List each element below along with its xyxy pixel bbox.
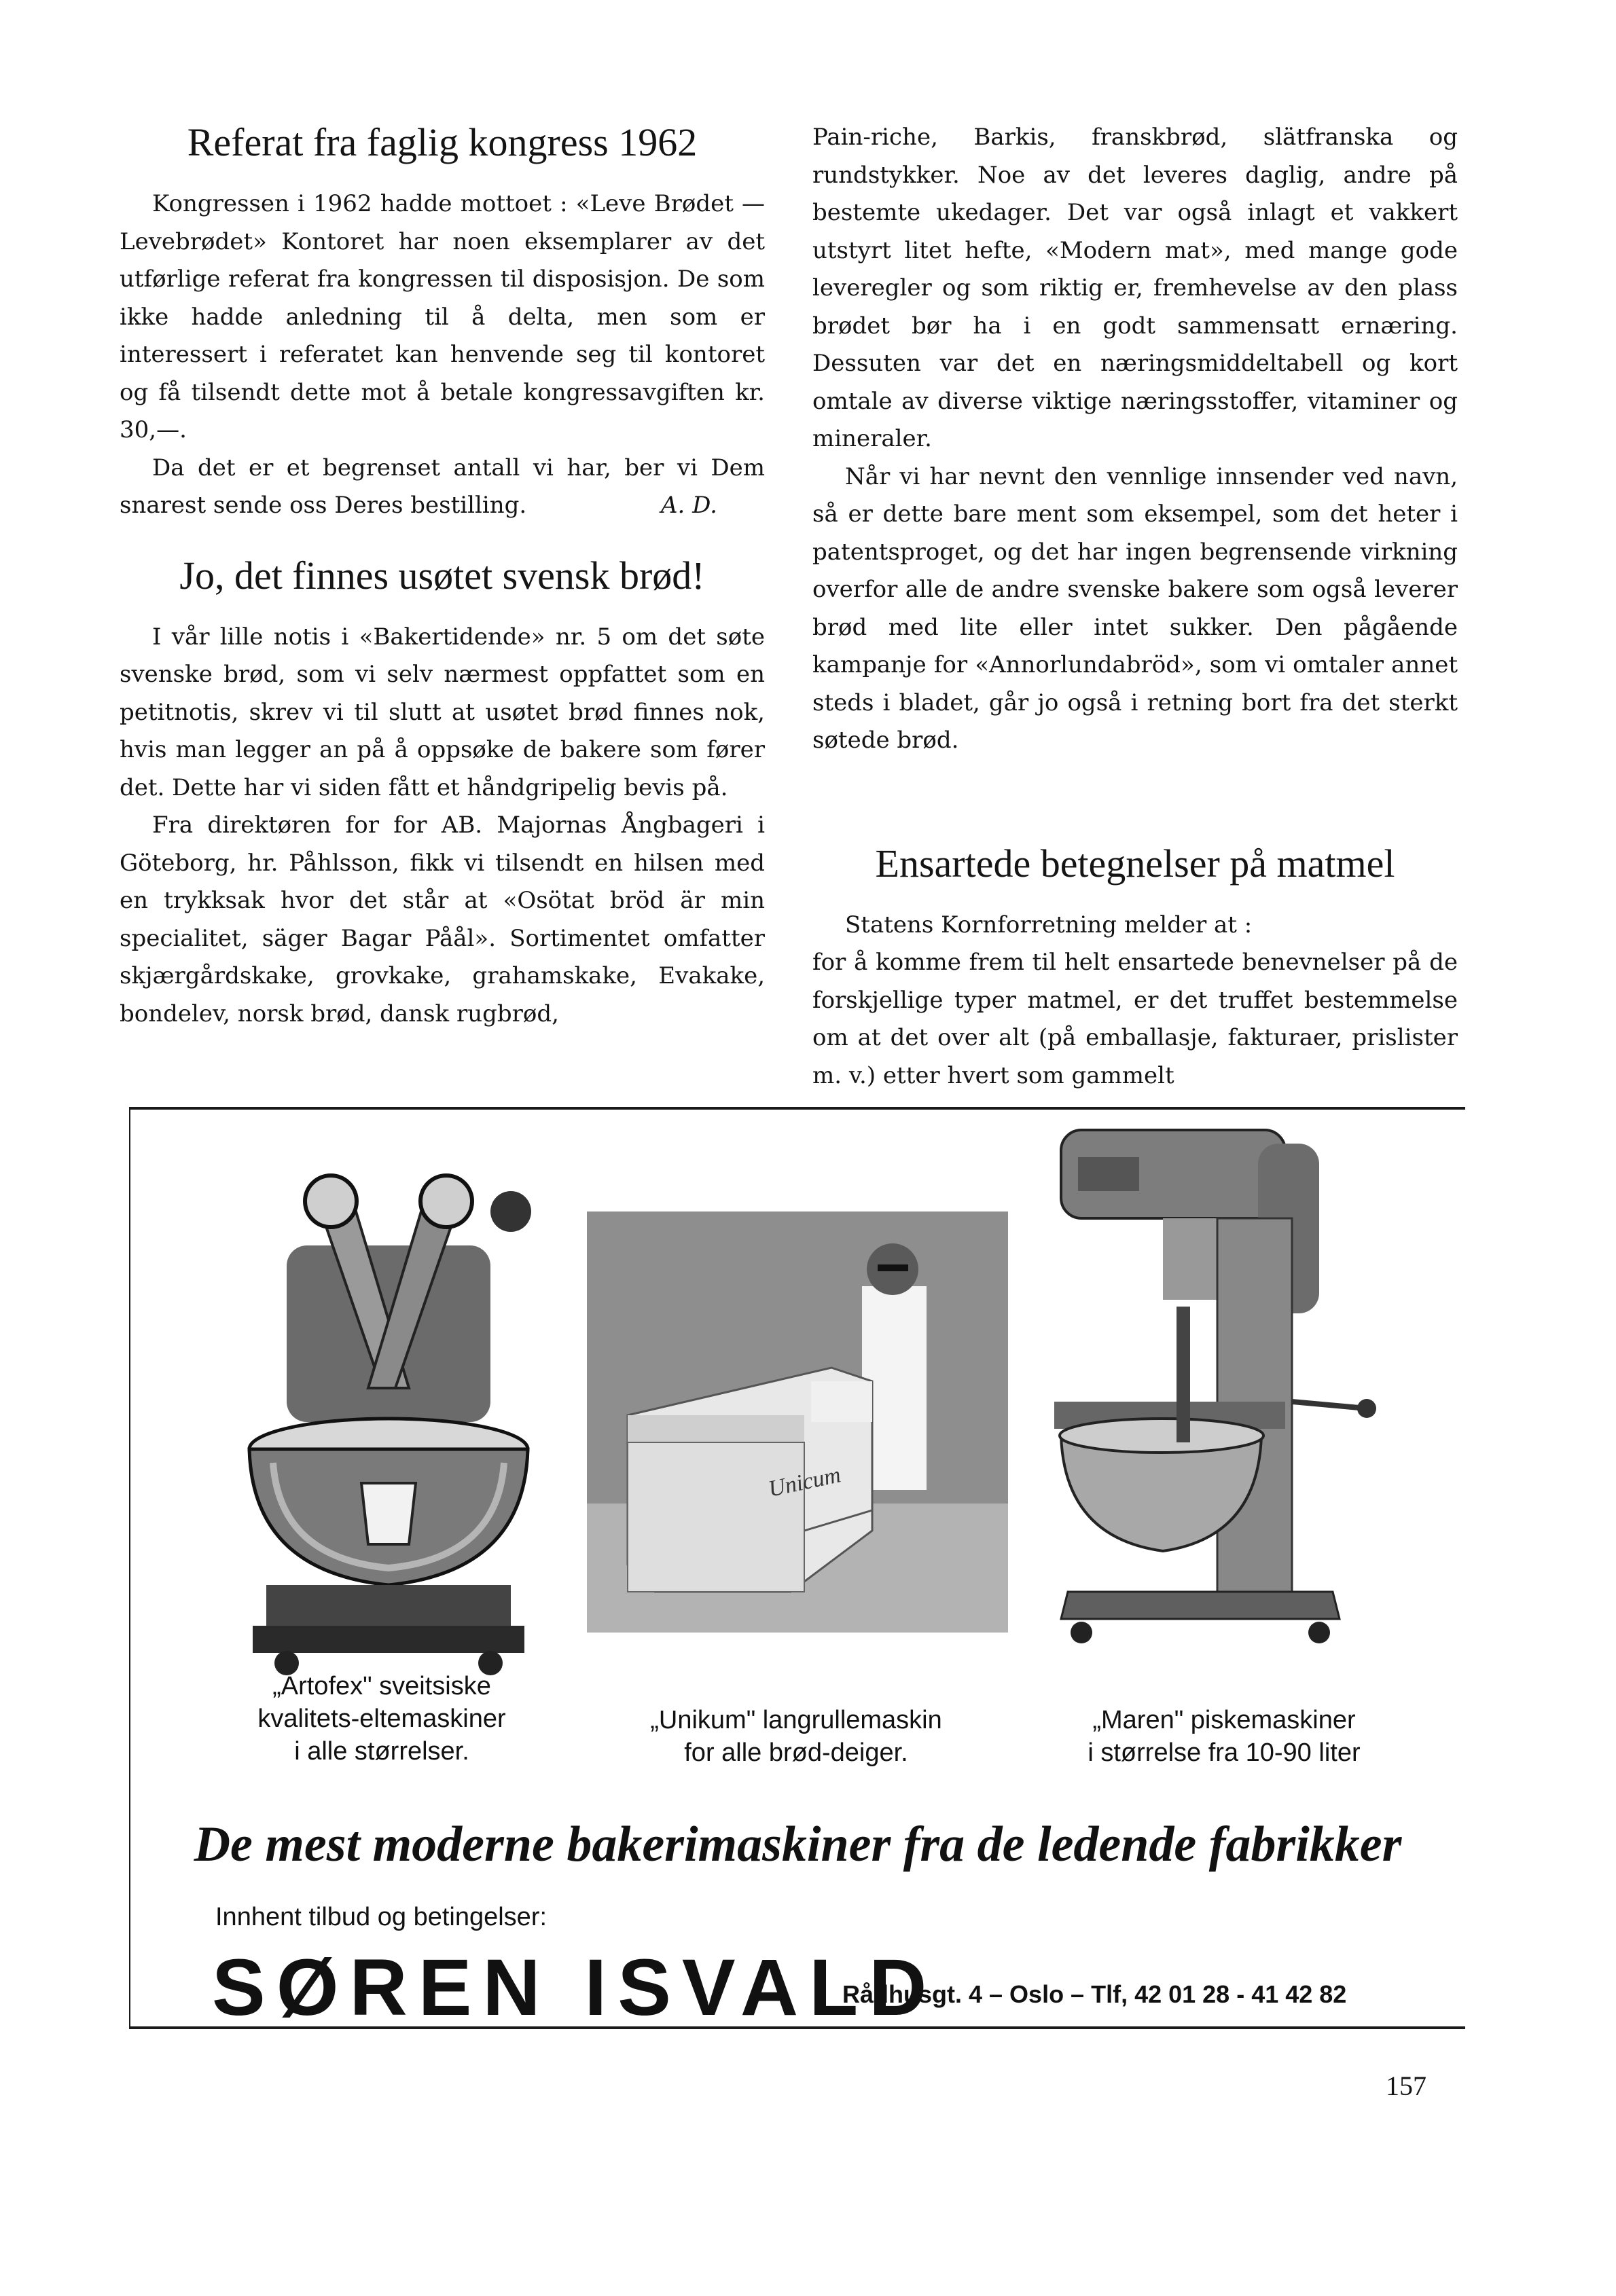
congress-paragraph-1: Kongressen i 1962 hadde mottoet : «Leve Brødet — Levebrødet» Kontoret har noen eksemplarer av det utførlige referat fra kongressen til disposisjon. De som ikke hadde anledning til å delta, men som er interessert i referatet kan henvende seg til kontoret og få tilsendt dette mot å betale kongressavgiften kr. 30,—.: [120, 190, 765, 443]
ad-offer-text: Innhent tilbud og betingelser:: [215, 1903, 547, 1931]
page-number: 157: [1386, 2071, 1426, 2101]
left-column: [120, 119, 765, 1033]
right-column: [812, 119, 1458, 1095]
advertisement: [129, 1107, 1465, 2033]
bread-paragraph-2: Fra direktøren for for AB. Majornas Ångbageri i Göteborg, hr. Påhlsson, fikk vi tilsendt en hilsen med en trykksak hvor det står at «Osötat bröd är min specialitet, säger Bagar Påål». Sortimentet omfatter skjærgårdskake, grovkake, grahamskake, Evakake, bondelev, norsk brød, dansk rugbrød,: [120, 812, 765, 1027]
flour-paragraph-2: for å komme frem til helt ensartede benevnelser på de forskjellige typer matmel, er det truffet bestemmelse om at det over alt (på emballasje, fakturaer, prislister m. v.) etter hvert som gammelt: [812, 949, 1458, 1089]
artofex-machine-illustration: [212, 1164, 565, 1680]
maren-caption: „Maren" piskemaskiner i størrelse fra 10-90 liter: [1088, 1706, 1361, 1767]
headline-congress-report: Referat fra faglig kongress 1962: [187, 120, 698, 164]
unicum-label: Unicum: [766, 1462, 843, 1502]
unikum-caption: „Unikum" langrullemaskin for alle brød-deiger.: [650, 1706, 942, 1767]
company-address: Rådhusgt. 4 – Oslo – Tlf, 42 01 28 - 41 42 82: [842, 1980, 1347, 2008]
company-name: SØREN ISVALD: [212, 1943, 938, 2033]
headline-flour-names: Ensartede betegnelser på matmel: [875, 841, 1395, 886]
unikum-photo: [587, 1211, 1008, 1633]
artofex-caption: „Artofex" sveitsiske kvalitets-eltemaskiner i alle størrelser.: [257, 1672, 506, 1766]
bread-paragraph-3: Pain-riche, Barkis, franskbrød, slätfranska og rundstykker. Noe av det leveres daglig, andre på bestemte ukedager. Det var også inlagt et vakkert utstyrt litet hefte, «Modern mat», med mange gode leveregler og som riktig er, fremhevelse av den plass brødet bør ha i en godt sammensatt ernæring. Dessuten var det en næringsmiddeltabell og kort omtale av diverse viktige næringsstoffer, vitaminer og mineraler.: [812, 124, 1458, 452]
flour-paragraph-1: Statens Kornforretning melder at :: [845, 911, 1253, 939]
ad-tagline: De mest moderne bakerimaskiner fra de ledende fabrikker: [194, 1817, 1402, 1872]
signature: A. D.: [660, 492, 717, 519]
maren-machine-illustration: [1013, 1116, 1380, 1673]
congress-paragraph-2: Da det er et begrenset antall vi har, ber vi Dem snarest sende oss Deres bestilling. A. D.: [120, 450, 765, 525]
bread-paragraph-4: Når vi har nevnt den vennlige innsender ved navn, så er dette bare ment som eksempel, som det heter i patentsproget, og det har ingen begrensende virkning overfor alle de andre svenske bakere som også leverer brød med lite eller intet sukker. Den pågående kampanje for «Annorlundabröd», som vi omtaler annet steds i bladet, går jo også i retning bort fra det sterkt søtede brød.: [812, 462, 1458, 754]
bread-paragraph-1: I vår lille notis i «Bakertidende» nr. 5 om det søte svenske brød, som vi selv nærmest oppfattet som en petitnotis, skrev vi til slutt at usøtet brød finnes nok, hvis man legger an på å oppsøke de bakere som fører det. Dette har vi siden fått et håndgripelig bevis på.: [120, 623, 765, 801]
headline-unsweetened-bread: Jo, det finnes usøtet svensk brød!: [179, 553, 705, 598]
